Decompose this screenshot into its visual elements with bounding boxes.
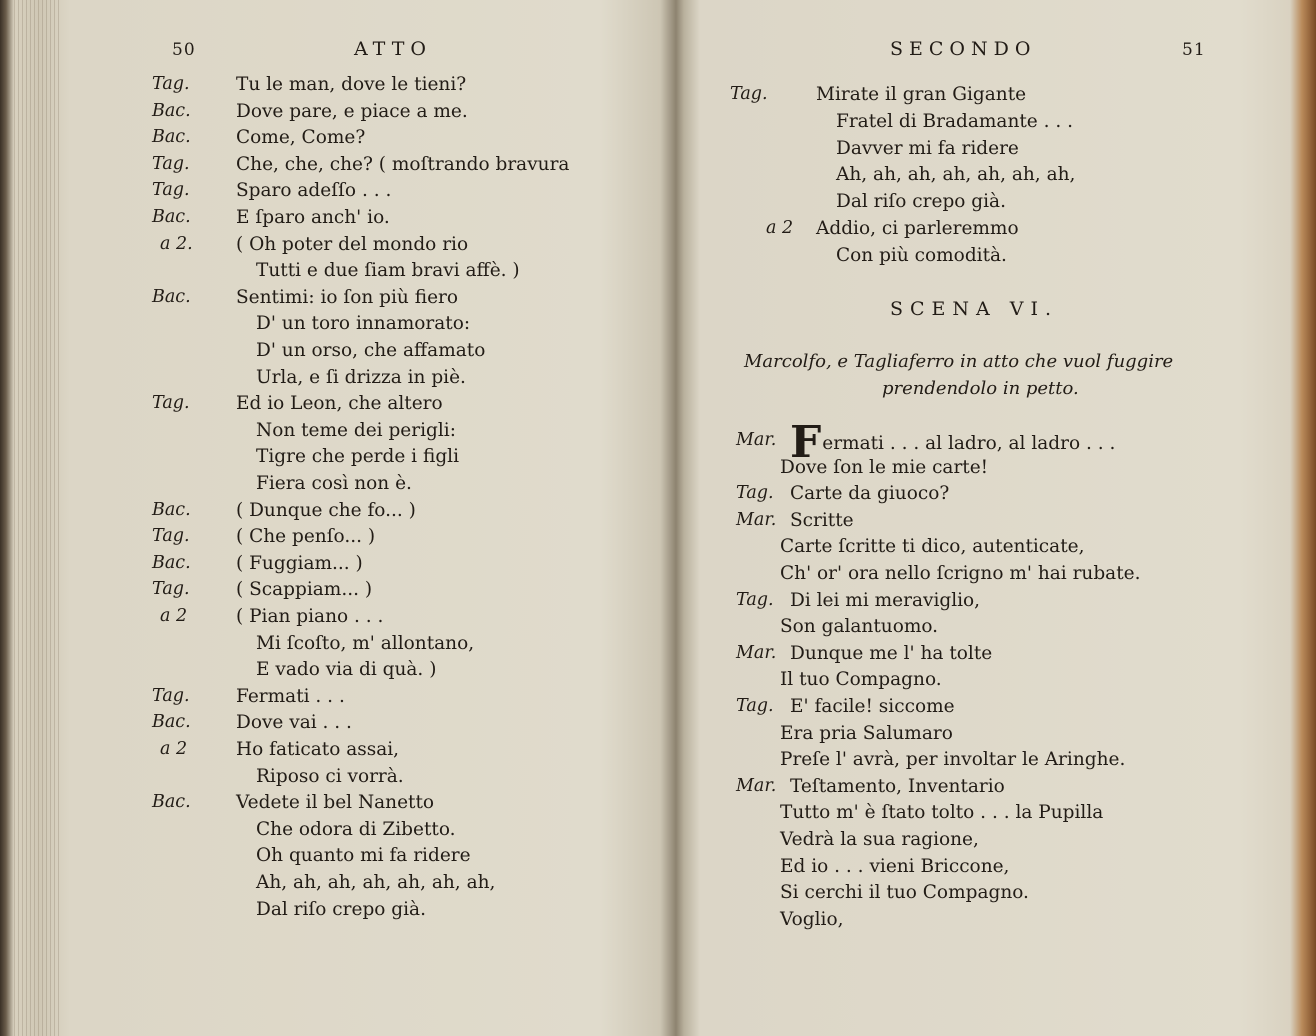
verse-line: E' facile! siccome — [790, 696, 955, 717]
verse-line: Ah, ah, ah, ah, ah, ah, ah, — [256, 872, 496, 893]
verse-line: Ed io . . . vieni Briccone, — [780, 855, 1010, 877]
verse-line: ( Oh poter del mondo rio — [236, 233, 469, 255]
speaker-label: Bac. — [152, 712, 191, 733]
page-edges — [14, 0, 62, 1036]
speaker-label: a 2 — [160, 739, 188, 759]
speaker-label: Tag. — [152, 74, 190, 94]
verse-line: Dunque me l' ha tolte — [790, 642, 993, 664]
right-header — [684, 36, 1304, 66]
verse-line: Come, Come? — [236, 127, 366, 149]
verse-line: Tu le man, dove le tieni? — [236, 74, 467, 95]
verse-line: Era pria Salumaro — [780, 722, 953, 744]
speaker-label: Mar. — [736, 509, 777, 530]
speaker-label: Tag. — [152, 393, 190, 414]
speaker-label: Mar. — [736, 430, 777, 450]
verse-line: Voglio, — [780, 908, 844, 930]
verse-line: Fiera così non è. — [256, 473, 412, 494]
verse-line: D' un orso, che affamato — [256, 340, 486, 361]
left-header — [60, 36, 672, 66]
verse-line: Mirate il gran Gigante — [816, 84, 1027, 105]
speaker-label: Tag. — [152, 685, 190, 706]
verse-line: Fermati . . . — [236, 685, 345, 707]
verse-line: Sparo adeſſo . . . — [236, 180, 392, 202]
speaker-label: Bac. — [152, 100, 191, 121]
verse-line: Con più comodità. — [836, 244, 1007, 266]
running-head-left: ATTO — [354, 38, 432, 60]
running-head-right: SECONDO — [890, 38, 1037, 60]
speaker-label: Bac. — [152, 792, 191, 813]
verse-line: ( Che penſo... ) — [236, 526, 376, 548]
verse-line: Tutto m' è ſtato tolto . . . la Pupilla — [780, 802, 1104, 824]
verse-line: Ah, ah, ah, ah, ah, ah, ah, — [836, 164, 1076, 186]
drop-cap: F — [790, 417, 822, 468]
verse-line: ( Pian piano . . . — [236, 606, 384, 627]
verse-line: Son galantuomo. — [780, 616, 939, 638]
scene-title: SCENA VI. — [890, 298, 1059, 320]
verse-line: D' un toro innamorato: — [256, 313, 471, 335]
verse-line: E vado via di quà. ) — [256, 659, 437, 681]
verse-line: ( Scappiam... ) — [236, 579, 373, 601]
verse-line: Tigre che perde i figli — [256, 446, 459, 468]
verse-line: Mi ſcoſto, m' allontano, — [256, 632, 475, 654]
verse-line: ( Dunque che fo... ) — [236, 499, 416, 521]
verse-line: Fratel di Bradamante . . . — [836, 110, 1074, 132]
stage-direction-line-1: Marcolfo, e Tagliaferro in atto che vuol fuggire — [744, 351, 1174, 372]
verse-line: Che odora di Zibetto. — [256, 818, 456, 840]
verse-line: Davver mi fa ridere — [836, 137, 1019, 159]
speaker-label: Tag. — [152, 153, 190, 174]
speaker-label: Bac. — [152, 499, 191, 520]
speaker-label: Mar. — [736, 642, 777, 663]
verse-line: Teſtamento, Inventario — [790, 775, 1005, 797]
right-page — [684, 0, 1304, 1036]
page-number-left: 50 — [172, 40, 196, 60]
verse-line: Oh quanto mi fa ridere — [256, 845, 471, 867]
left-page — [60, 0, 672, 1036]
verse-line: Che, che, che? ( moſtrando bravura — [236, 153, 570, 175]
verse-line: Ed io Leon, che altero — [236, 393, 443, 415]
verse-line: Sentimi: io ſon più fiero — [236, 286, 458, 308]
verse-line: Tutti e due ſiam bravi affè. ) — [256, 260, 520, 282]
verse-line: E ſparo anch' io. — [236, 207, 390, 228]
verse-line: Urla, e ſi drizza in piè. — [256, 366, 466, 388]
page-number-right: 51 — [1182, 40, 1206, 60]
speaker-label: Tag. — [152, 526, 190, 547]
verse-line: Si cerchi il tuo Compagno. — [780, 882, 1029, 904]
speaker-label: Bac. — [152, 286, 191, 307]
speaker-label: Tag. — [152, 180, 190, 201]
verse-line: Dal riſo crepo già. — [836, 191, 1006, 213]
speaker-label: Bac. — [152, 207, 191, 227]
verse-line: Dal riſo crepo già. — [256, 898, 426, 920]
speaker-label: a 2 — [160, 606, 188, 626]
speaker-label: a 2. — [160, 233, 193, 254]
verse-line: Vedrà la sua ragione, — [780, 829, 979, 850]
verse-line: Carte ſcritte ti dico, autenticate, — [780, 536, 1085, 558]
speaker-label: Mar. — [736, 775, 777, 796]
speaker-label: Bac. — [152, 127, 191, 148]
verse-line: Carte da giuoco? — [790, 483, 950, 505]
verse-line: Preſe l' avrà, per involtar le Aringhe. — [780, 749, 1126, 771]
speaker-label: Tag. — [152, 579, 190, 600]
stage-direction-line-2: prendendolo in petto. — [882, 378, 1079, 399]
speaker-label: Tag. — [736, 589, 774, 610]
verse-line: Vedete il bel Nanetto — [236, 792, 435, 814]
verse-line: Di lei mi meraviglio, — [790, 589, 981, 611]
verse-line: Non teme dei perigli: — [256, 419, 456, 441]
verse-line: Ho faticato assai, — [236, 739, 400, 760]
speaker-label: Tag. — [736, 696, 774, 716]
speaker-label: Bac. — [152, 552, 191, 573]
speaker-label: a 2 — [766, 218, 794, 238]
verse-line: Dove vai . . . — [236, 712, 352, 734]
verse-line: Ch' or' ora nello ſcrigno m' hai rubate. — [780, 563, 1141, 584]
verse-line: Il tuo Compagno. — [780, 669, 942, 691]
verse-line: Dove pare, e piace a me. — [236, 100, 468, 122]
verse-line: ( Fuggiam... ) — [236, 552, 363, 574]
verse-line: Riposo ci vorrà. — [256, 765, 404, 787]
speaker-label: Tag. — [736, 483, 774, 504]
verse-line: Addio, ci parleremmo — [816, 218, 1019, 239]
verse-line-text: ermati . . . al ladro, al ladro . . . — [822, 433, 1116, 454]
verse-line: Dove ſon le mie carte! — [780, 456, 989, 478]
verse-line: Scritte — [790, 509, 854, 531]
speaker-label: Tag. — [730, 84, 768, 104]
